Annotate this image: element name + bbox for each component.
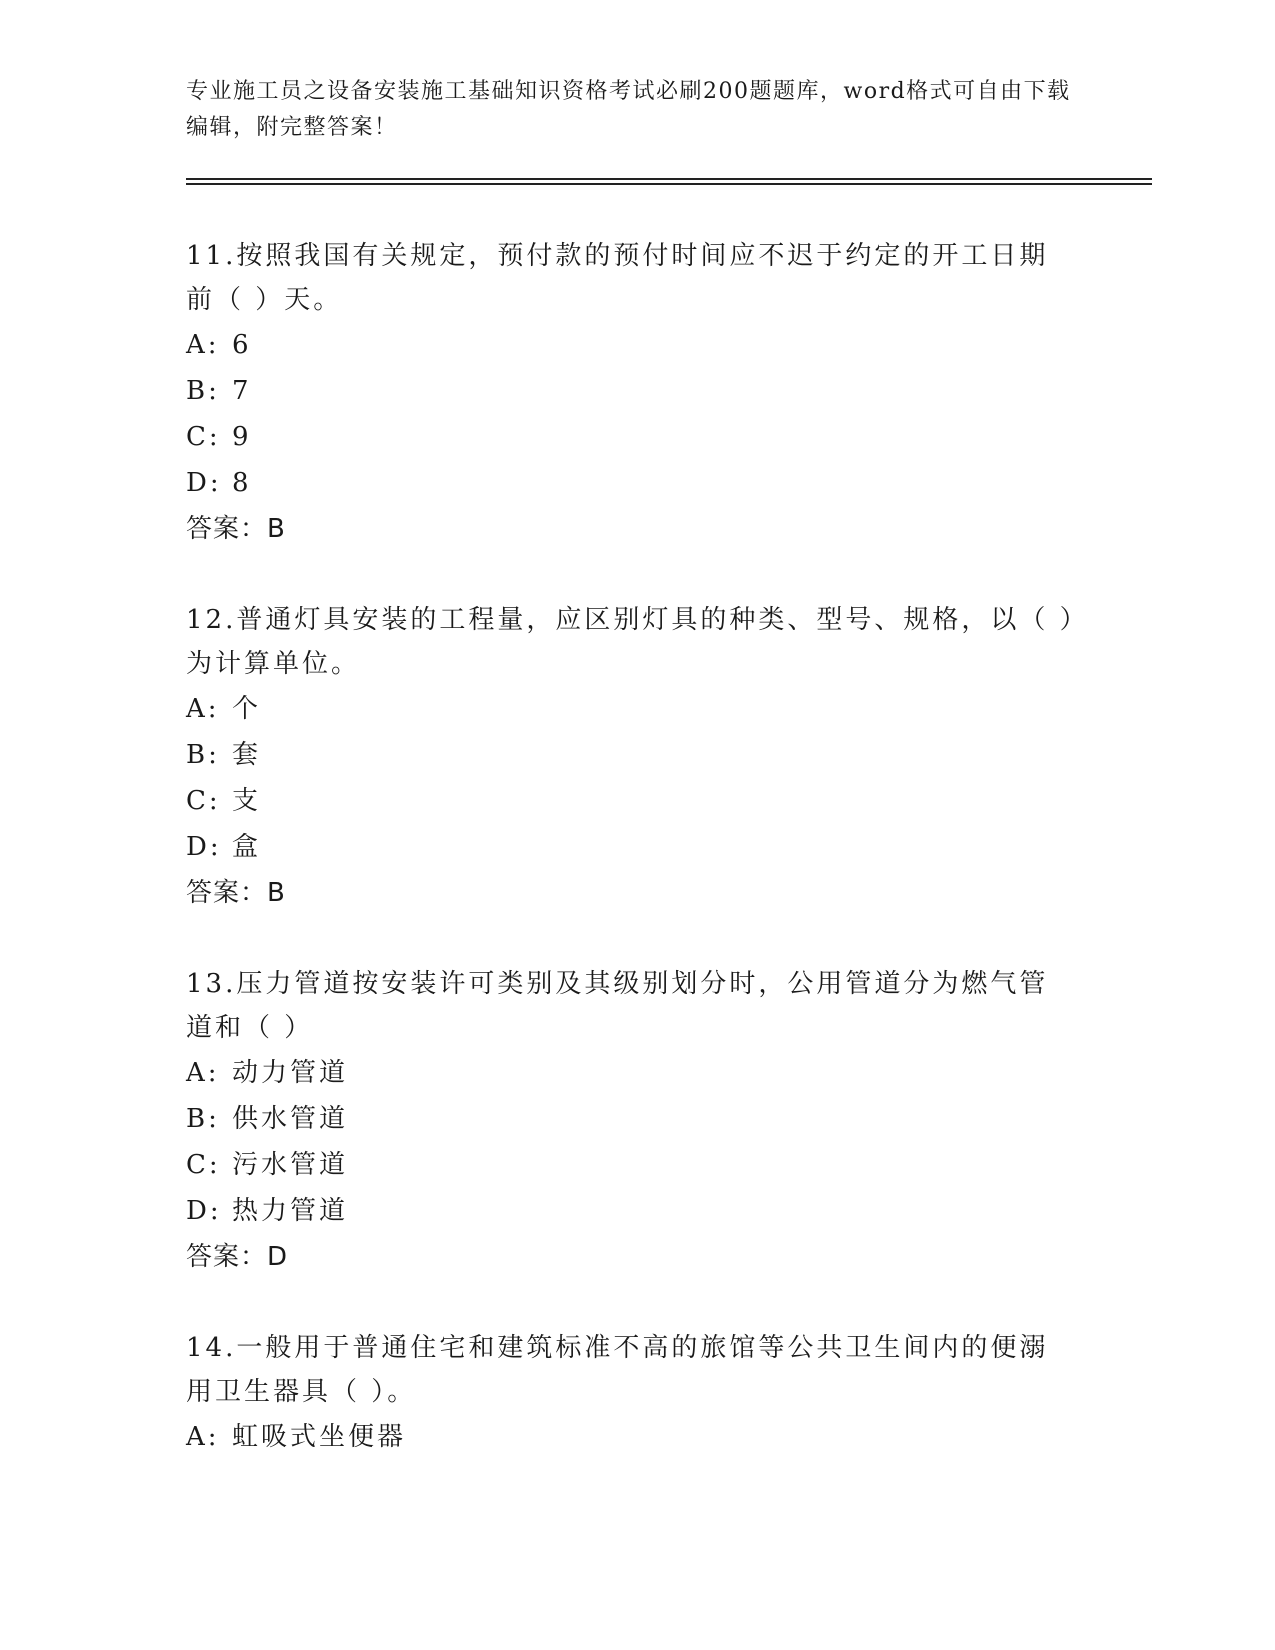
option-letter: A:	[186, 1058, 220, 1088]
option-letter: C:	[186, 1150, 221, 1180]
option-letter: A:	[186, 1422, 220, 1452]
option-d	[186, 460, 1076, 506]
option-text: 8	[232, 468, 252, 498]
option-letter: B:	[186, 376, 220, 406]
question-text: 12.普通灯具安装的工程量，应区别灯具的种类、型号、规格，以（ ）为计算单位。	[186, 605, 1076, 679]
option-letter: C:	[186, 786, 221, 816]
option-c	[186, 778, 1076, 824]
option-text: 盒	[232, 832, 262, 862]
option-text: 虹吸式坐便器	[232, 1422, 407, 1452]
option-a	[186, 686, 1076, 732]
option-letter: A:	[186, 694, 220, 724]
option-b	[186, 732, 1076, 778]
header-divider-bottom	[186, 183, 1152, 185]
option-c	[186, 1142, 1076, 1188]
option-text: 动力管道	[232, 1058, 349, 1088]
option-letter: B:	[186, 740, 220, 770]
option-text: 热力管道	[232, 1196, 349, 1226]
option-d	[186, 1188, 1076, 1234]
option-text: 供水管道	[232, 1104, 349, 1134]
question-11	[186, 234, 1076, 552]
option-b	[186, 1096, 1076, 1142]
option-letter: B:	[186, 1104, 220, 1134]
option-a	[186, 322, 1076, 368]
question-13	[186, 962, 1076, 1280]
option-text: 套	[232, 740, 262, 770]
option-letter: D:	[186, 468, 222, 498]
option-a	[186, 1414, 1076, 1460]
question-14	[186, 1326, 1076, 1460]
header-divider-top	[186, 178, 1152, 180]
answer-line: 答案：D	[186, 1242, 289, 1272]
option-letter: C:	[186, 422, 221, 452]
question-text: 13.压力管道按安装许可类别及其级别划分时，公用管道分为燃气管道和（ ）	[186, 969, 1049, 1043]
option-a	[186, 1050, 1076, 1096]
option-text: 6	[232, 330, 252, 360]
question-text: 14.一般用于普通住宅和建筑标准不高的旅馆等公共卫生间内的便溺用卫生器具（ ）。	[186, 1333, 1049, 1407]
option-text: 污水管道	[232, 1150, 349, 1180]
option-text: 支	[232, 786, 262, 816]
option-letter: A:	[186, 330, 220, 360]
option-letter: D:	[186, 832, 222, 862]
question-12	[186, 598, 1076, 916]
document-title: 专业施工员之设备安装施工基础知识资格考试必刷200题题库，word格式可自由下载编辑，附完整答案！	[186, 79, 1071, 140]
option-text: 7	[232, 376, 252, 406]
option-letter: D:	[186, 1196, 222, 1226]
answer-line: 答案：B	[186, 878, 286, 908]
option-b	[186, 368, 1076, 414]
answer-line: 答案：B	[186, 514, 286, 544]
option-text: 个	[232, 694, 262, 724]
option-c	[186, 414, 1076, 460]
option-text: 9	[232, 422, 252, 452]
question-text: 11.按照我国有关规定，预付款的预付时间应不迟于约定的开工日期前（ ）天。	[186, 241, 1049, 315]
option-d	[186, 824, 1076, 870]
